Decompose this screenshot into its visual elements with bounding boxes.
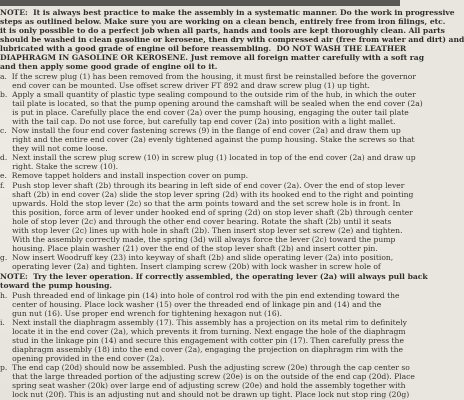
step-h-line-2: center of housing. Place lock washer (15) over the threaded end of linkage pin and (14) and the: [0, 300, 382, 309]
step-c-line-1: c. Now install the four end cover fastening screws (9) in the flange of end cover (2a) and draw them up: [0, 126, 401, 135]
step-p-line-1: p. The end cap (20d) should now be assembled. Push the adjusting screw (20e) through the cap center so: [0, 363, 410, 372]
step-i-line-3: stud in the linkage pin (14) and secure this engagement with cotter pin (17). Then carefully press the: [0, 336, 404, 345]
step-f-line-4: this position, force arm of lever under hooked end of spring (2d) on stop lever shaft (2b) through center: [0, 208, 413, 217]
step-h-line-3: gun nut (16). Use proper end wrench for tightening hexagon nut (16).: [0, 309, 283, 318]
step-p-line-4: lock nut (20f). This is an adjusting nut and should not be drawn up tight. Place lock nut stop ring (20g): [0, 390, 410, 399]
step-f-line-7: With the assembly correctly made, the spring (3d) will always force the lever (2c) toward the pump: [0, 235, 396, 244]
step-b-line-1: b. Apply a small quantity of plastic type sealing compound to the outside rim of the hub, in which the outer: [0, 90, 416, 99]
note-1-line-7: and then apply some good grade of engine oil to it.: [0, 62, 218, 71]
header-band: [0, 0, 400, 6]
step-f-line-6: with stop lever (2c) lines up with hole in shaft (2b). Then insert stop lever set screw (2e) and tighten.: [0, 226, 403, 235]
step-g-line-1: g. Now insert Woodruff key (23) into keyway of shaft (2b) and slide operating lever (2a) into position,: [0, 253, 394, 262]
step-c-line-3: they will not come loose.: [0, 144, 108, 153]
note-1-line-6: DIAPHRAGM IN GASOLINE OR KEROSENE. Just remove all foreign matter carefully with a soft rag: [0, 53, 425, 62]
step-c-line-2: right and the entire end cover (2a) evenly tightened against the pump housing. Stake the screws so that: [0, 135, 415, 144]
step-f-line-2: shaft (2b) in end cover (2a) slide the stop lever spring (2d) with its hooked end to the right and pointing: [0, 190, 414, 199]
step-g-line-2: operating lever (2a) and tighten. Insert clamping screw (20b) with lock washer in screw hole of: [0, 262, 381, 271]
step-p-line-3: spring seat washer (20k) over large end of adjusting screw (20e) and hold the assembly together with: [0, 381, 406, 390]
step-h-line-1: h. Push threaded end of linkage pin (14) into hole of control rod with the pin end extending toward the: [0, 291, 400, 300]
step-d-line-1: d. Next install the screw plug screw (10) in screw plug (1) located in top of the end cover (2a) and draw up: [0, 153, 416, 162]
step-a-line-2: end cover can be mounted. Use offset screw driver FT 892 and draw screw plug (1) up tight.: [0, 81, 370, 90]
note-1-line-1: NOTE: It is always best practice to make the assembly in a systematic manner. Do the work in progressive: [0, 8, 455, 17]
step-i-line-4: diaphragm assembly (18) into the end cover (2a), engaging the projection on diaphragm rim with the: [0, 345, 403, 354]
step-b-line-4: with the tail cap. Do not use force, but carefully tap end cover (2a) into position with a light mallet.: [0, 117, 396, 126]
step-b-line-2: tail plate is located, so that the pump opening around the camshaft will be sealed when the end cover (2a): [0, 99, 423, 108]
note-1-line-3: it is only possible to do a perfect job when all parts, hands and tools are kept thoroughly clean. All parts: [0, 26, 445, 35]
step-e-line-1: e. Remove tappet holders and install inspection cover on pump.: [0, 171, 249, 180]
step-p-line-2: that the large threaded portion of the adjusting screw (20e) is on the outside of the end cap (20d). Place: [0, 372, 415, 381]
note-2-line-2: toward the pump housing.: [0, 281, 113, 290]
note-2-line-1: NOTE: Try the lever operation. If correctly assembled, the operating lever (2a) will always pull back: [0, 272, 428, 281]
step-i-line-2: locate it in the end cover (2a), which prevents it from turning. Next engage the hole of the diaphragm: [0, 327, 406, 336]
step-i-line-5: opening provided in the end cover (2a).: [0, 354, 165, 363]
step-f-line-3: upwards. Hold the stop lever (2c) so that the arm points toward and the set screw hole is in front. In: [0, 199, 401, 208]
step-b-line-3: is put in place. Carefully place the end cover (2a) over the pump housing, engaging the outer tail plate: [0, 108, 409, 117]
step-f-line-8: housing. Place plain washer (21) over the end of the stop lever shaft (2b) and insert cotter pin.: [0, 244, 378, 253]
note-1-line-4: should be washed in clean gasoline or kerosene, then dry with compressed air (free from water and dirt) and: [0, 35, 464, 44]
note-1-line-5: lubricated with a good grade of engine oil before reassembling. DO NOT WASH THE LEATHER: [0, 44, 407, 53]
step-i-line-1: i. Next install the diaphragm assembly (17). This assembly has a projection on its metal rim to definitely: [0, 318, 407, 327]
note-1-line-2: steps as outlined below. Make sure you are working on a clean bench, entirely free from iron filings, etc.: [0, 17, 446, 26]
step-a-line-1: a. If the screw plug (1) has been removed from the housing, it must first be reinstalled before the governor: [0, 72, 417, 81]
step-f-line-5: hole of stop lever (2c) and through the other end cover bearing. Rotate the shaft (2b) until it seats: [0, 217, 392, 226]
step-d-line-2: right. Stake the screw (10).: [0, 162, 119, 171]
step-f-line-1: f. Push stop lever shaft (2b) through its bearing in left side of end cover (2a). Over the end of stop lever: [0, 181, 405, 190]
